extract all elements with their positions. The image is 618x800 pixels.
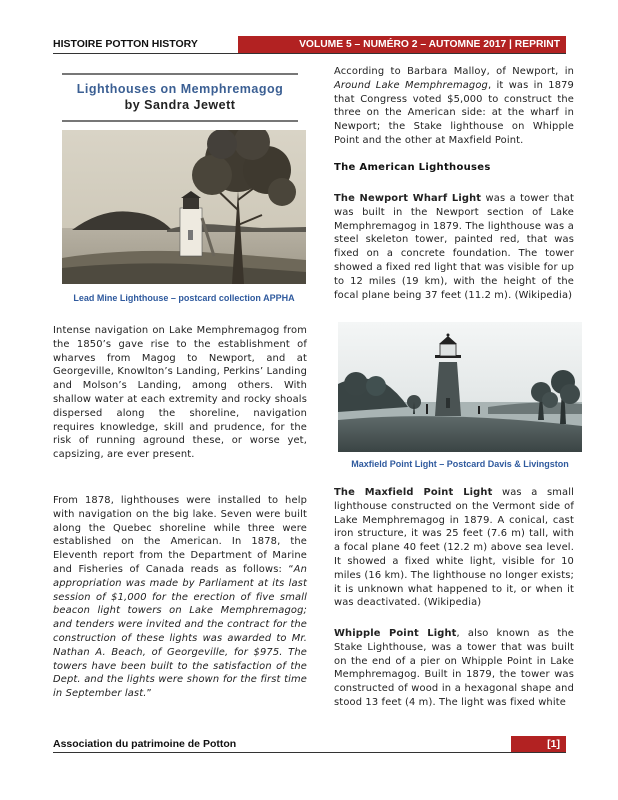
- whipple-light-name: Whipple Point Light: [334, 628, 457, 639]
- maxfield-text: was a small lighthouse constructed on the Vermont side of Lake Memphremagog in 1879. A conical, cast iron structure, it was 25 feet (7.6 m) tall, with a focal plane 40 feet (12.2 m) above sea level. It showed a fixed white light, visible for 10 miles (16 km). The lighthouse no longer exists; it is unknown what happened to it, or when it was deactivated. (Wikipedia): [334, 487, 574, 609]
- footer-organization: Association du patrimoine de Potton: [53, 738, 237, 750]
- title-rule-top: [62, 73, 298, 75]
- title-rule-bottom: [62, 120, 298, 122]
- quote-close: ”: [146, 688, 152, 700]
- footer-page-number: [1]: [511, 736, 566, 752]
- header-divider: [53, 53, 566, 54]
- malloy-paragraph: [334, 65, 574, 148]
- maxfield-light-name: The Maxfield Point Light: [334, 487, 493, 498]
- header-title: HISTOIRE POTTON HISTORY: [53, 38, 198, 50]
- lead-mine-lighthouse-photo: [62, 130, 306, 284]
- intro-paragraph: [53, 324, 307, 462]
- malloy-text-a: According to Barbara Malloy, of Newport, in: [334, 66, 574, 77]
- history-paragraph: [53, 494, 307, 701]
- header-issue-banner: VOLUME 5 – NUMÉRO 2 – AUTOMNE 2017 | REPRINT: [238, 36, 566, 53]
- footer-divider: [53, 752, 566, 753]
- book-title: Around Lake Memphremagog: [334, 79, 488, 91]
- maxfield-caption: Maxfield Point Light – Postcard Davis & Livingston: [351, 459, 569, 469]
- history-intro-text: From 1878, lighthouses were installed to help with navigation on the big lake. Seven were built along the Quebec shoreline while three were established on the American. In 1878, the Eleventh report from the Department of Marine and Fisheries of Canada reads as follows: “: [53, 495, 307, 575]
- lead-mine-caption: Lead Mine Lighthouse – postcard collection APPHA: [73, 293, 295, 303]
- report-quote: An appropriation was made by Parliament at its last session of $1,000 for the erection of five small beacon light towers on Lake Memphremagog; and tenders were invited and the contract for the construction of these lights was awarded to Mr. Nathan A. Beach, of Georgeville, for $975. The towers have been built to the satisfaction of the Dept. and the lights were shown for the first time in September last.: [53, 563, 307, 700]
- maxfield-paragraph: [334, 486, 574, 610]
- maxfield-point-photo: [338, 322, 582, 452]
- article-byline: by Sandra Jewett: [124, 98, 236, 112]
- malloy-text-b: , it was in 1879 that Congress voted $5,000 to construct the three on the American side: at the wharf in Newport; the Stake lighthouse on Whipple Point and the other at Maxfield Point.: [334, 79, 574, 146]
- article-title: Lighthouses on Memphremagog: [76, 82, 284, 96]
- intro-text: Intense navigation on Lake Memphremagog from the 1850’s gave rise to the establishment of wharves from Magog to Newport, and at Georgeville, Knowlton’s Landing, Perkins’ Landing and Molson’s Landing, among others. With shallow water at each extremity and rocky shoals dispersed along the shoreline, navigation requires knowledge, skill and prudence, for the risk of running aground these, or worse yet, capsizing, are ever present.: [53, 325, 307, 461]
- whipple-text: , also known as the Stake Lighthouse, was a tower that was built on the end of a pier on Whipple Point in Lake Memphremagog. Built in 1879, the tower was constructed of wood in a hexagonal shape and stood 13 feet (4 m). The light was fixed white: [334, 628, 574, 708]
- newport-text: was a tower that was built in the Newport section of Lake Memphremagog in 1879. The lighthouse was a steel skeleton tower, painted red, that was fixed on a concrete foundation. The tower showed a fixed red light that was visible for up to 12 miles (19 km), with the height of the focal plane being 37 feet (11.2 m). (Wikipedia): [334, 193, 574, 301]
- american-lighthouses-heading: The American Lighthouses: [334, 162, 491, 173]
- newport-light-name: The Newport Wharf Light: [334, 193, 482, 204]
- whipple-paragraph: [334, 627, 574, 710]
- newport-paragraph: [334, 192, 574, 302]
